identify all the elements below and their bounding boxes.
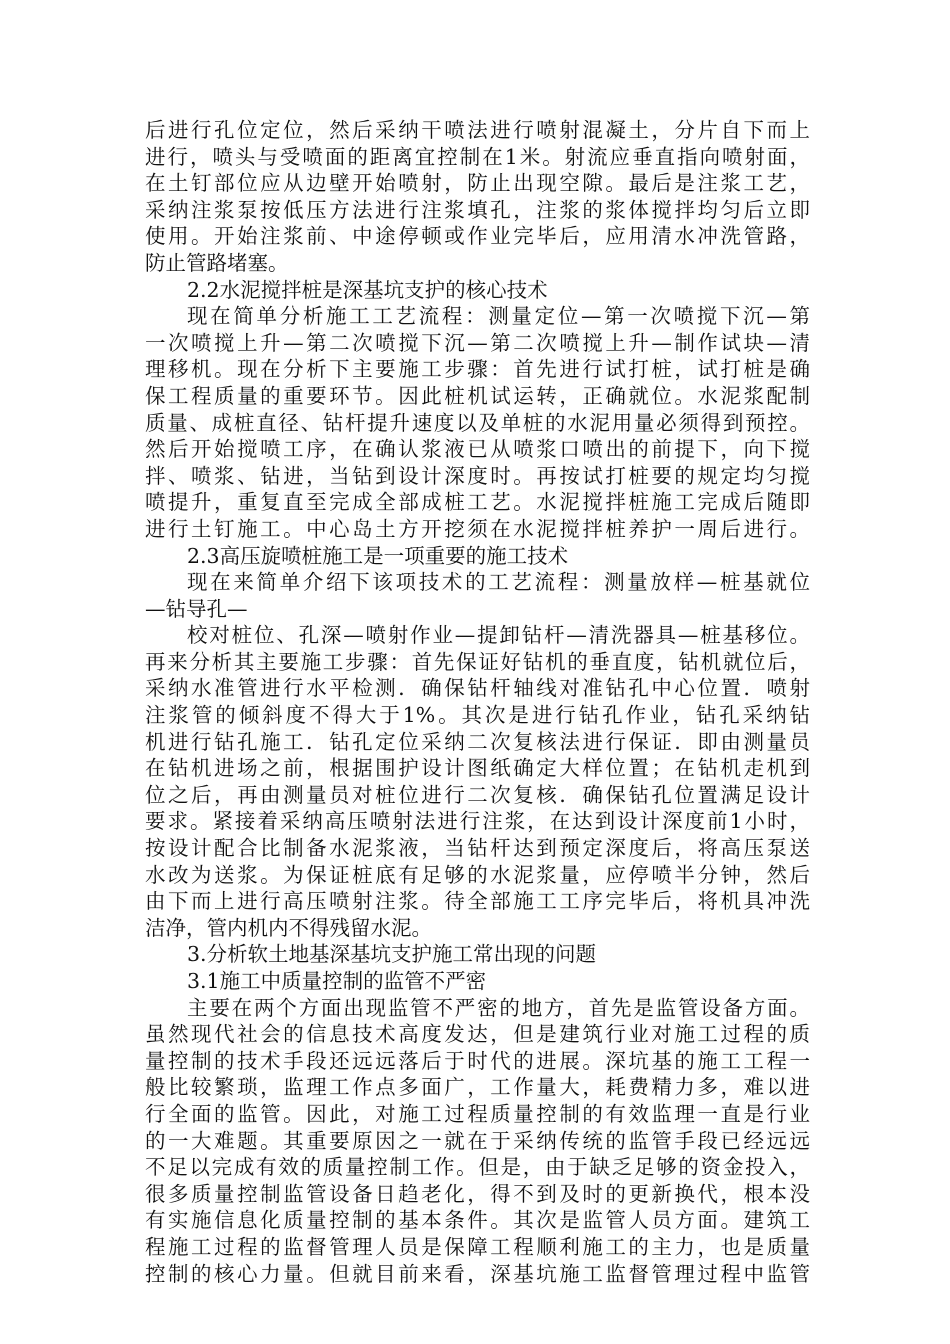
text-line: 保工程质量的重要环节。因此桩机试运转，正确就位。水泥浆配制 bbox=[145, 383, 810, 408]
body-text bbox=[145, 117, 810, 1287]
text-line: 程施工过程的监督管理人员是保障工程顺利施工的主力，也是质量 bbox=[145, 1234, 810, 1259]
text-line: 般比较繁琐，监理工作点多面广，工作量大，耗费精力多，难以进 bbox=[145, 1075, 810, 1100]
text-line: —钻导孔— bbox=[145, 596, 248, 621]
text-line: 要求。紧接着采纳高压喷射法进行注浆，在达到设计深度前1小时， bbox=[145, 809, 810, 834]
text-line: 后进行孔位定位，然后采纳干喷法进行喷射混凝土，分片自下而上 bbox=[145, 118, 810, 142]
text-line: 的一大难题。其重要原因之一就在于采纳传统的监管手段已经远远 bbox=[145, 1128, 810, 1153]
text-line: 机进行钻孔施工．钻孔定位采纳二次复核法进行保证．即由测量员 bbox=[145, 729, 810, 754]
text-line: 使用。开始注浆前、中途停顿或作业完毕后，应用清水冲洗管路， bbox=[145, 224, 810, 249]
text-line: 进行，喷头与受喷面的距离宜控制在1米。射流应垂直指向喷射面， bbox=[145, 144, 810, 169]
text-line: 由下而上进行高压喷射注浆。待全部施工工序完毕后，将机具冲洗 bbox=[145, 889, 810, 914]
text-line: 3.分析软土地基深基坑支护施工常出现的问题 bbox=[187, 942, 597, 967]
text-line: 2.3高压旋喷桩施工是一项重要的施工技术 bbox=[187, 543, 569, 568]
text-line: 位之后，再由测量员对桩位进行二次复核．确保钻孔位置满足设计 bbox=[145, 782, 810, 807]
text-line: 理移机。现在分析下主要施工步骤：首先进行试打桩，试打桩是确 bbox=[145, 357, 810, 382]
text-line: 进行土钉施工。中心岛土方开挖须在水泥搅拌桩养护一周后进行。 bbox=[145, 516, 810, 541]
text-line: 洁净，管内机内不得残留水泥。 bbox=[145, 915, 432, 940]
text-line: 喷提升，重复直至完成全部成桩工艺。水泥搅拌桩施工完成后随即 bbox=[145, 490, 810, 515]
text-line: 注浆管的倾斜度不得大于1%。其次是进行钻孔作业，钻孔采纳钻 bbox=[145, 703, 810, 728]
text-line: 按设计配合比制备水泥浆液，当钻杆达到预定深度后，将高压泵送 bbox=[145, 836, 810, 861]
text-line: 校对桩位、孔深—喷射作业—提卸钻杆—清洗器具—桩基移位。 bbox=[187, 623, 810, 648]
text-line: 控制的核心力量。但就目前来看，深基坑施工监督管理过程中监管 bbox=[145, 1261, 810, 1286]
text-line: 然后开始搅喷工序，在确认浆液已从喷浆口喷出的前提下，向下搅 bbox=[145, 437, 810, 462]
text-line: 再来分析其主要施工步骤：首先保证好钻机的垂直度，钻机就位后， bbox=[145, 649, 810, 674]
text-line: 质量、成桩直径、钻杆提升速度以及单桩的水泥用量必须得到预控。 bbox=[145, 410, 810, 435]
text-line: 有实施信息化质量控制的基本条件。其次是监管人员方面。建筑工 bbox=[145, 1208, 810, 1233]
text-line: 虽然现代社会的信息技术高度发达，但是建筑行业对施工过程的质 bbox=[145, 1022, 810, 1047]
text-line: 3.1施工中质量控制的监管不严密 bbox=[187, 969, 487, 993]
text-line: 主要在两个方面出现监管不严密的地方，首先是监管设备方面。 bbox=[187, 995, 810, 1020]
text-line: 不足以完成有效的质量控制工作。但是，由于缺乏足够的资金投入， bbox=[145, 1155, 810, 1180]
text-line: 很多质量控制监管设备日趋老化，得不到及时的更新换代，根本没 bbox=[145, 1181, 810, 1206]
text-line: 现在来简单介绍下该项技术的工艺流程：测量放样—桩基就位 bbox=[187, 570, 810, 595]
text-line: 量控制的技术手段还远远落后于时代的进展。深坑基的施工工程一 bbox=[145, 1048, 810, 1073]
text-line: 一次喷搅上升—第二次喷搅下沉—第二次喷搅上升—制作试块—清 bbox=[145, 330, 810, 355]
text-line: 拌、喷浆、钻进，当钻到设计深度时。再按试打桩要的规定均匀搅 bbox=[145, 463, 810, 488]
text-line: 采纳注浆泵按低压方法进行注浆填孔，注浆的浆体搅拌均匀后立即 bbox=[145, 197, 810, 222]
text-line: 在土钉部位应从边壁开始喷射，防止出现空隙。最后是注浆工艺， bbox=[145, 171, 810, 196]
text-line: 现在简单分析施工工艺流程：测量定位—第一次喷搅下沉—第 bbox=[187, 304, 810, 329]
text-line: 在钻机进场之前，根据围护设计图纸确定大样位置；在钻机走机到 bbox=[145, 756, 810, 781]
text-line: 防止管路堵塞。 bbox=[145, 250, 289, 275]
text-line: 行全面的监管。因此，对施工过程质量控制的有效监理一直是行业 bbox=[145, 1101, 810, 1126]
text-line: 水改为送浆。为保证桩底有足够的水泥浆量，应停喷半分钟，然后 bbox=[145, 862, 810, 887]
text-line: 采纳水准管进行水平检测．确保钻杆轴线对准钻孔中心位置．喷射 bbox=[145, 676, 810, 701]
text-line: 2.2水泥搅拌桩是深基坑支护的核心技术 bbox=[187, 277, 548, 302]
